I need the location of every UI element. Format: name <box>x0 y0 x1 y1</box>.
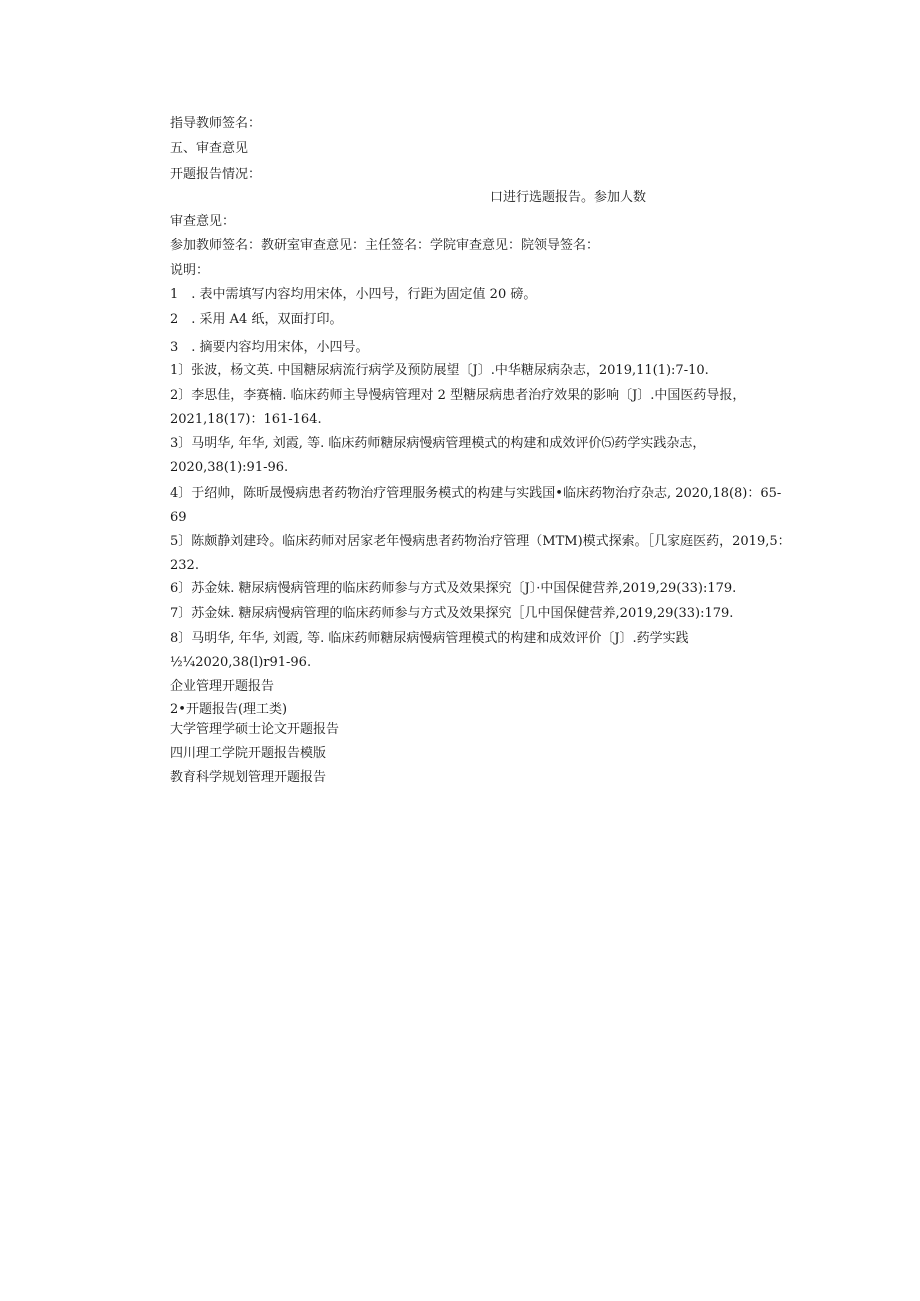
section-review-heading: 五、审查意见 <box>170 141 249 156</box>
related-link-5: 教育科学规划管理开题报告 <box>170 770 327 785</box>
related-link-4: 四川理工学院开题报告模版 <box>170 746 327 761</box>
note-item-1: 1 . 表中需填写内容均用宋体，小四号，行距为固定值 20 磅。 <box>170 287 537 302</box>
reference-6: 6〕苏金妹. 糖尿病慢病管理的临床药师参与方式及效果探究〔J〕·中国保健营养,2019,29(33):179. <box>170 581 737 596</box>
report-attendance-line: 口进行选题报告。参加人数 <box>490 190 647 205</box>
signatures-line: 参加教师签名：教研室审查意见：主任签名：学院审查意见：院领导签名： <box>170 238 600 253</box>
reference-5: 5〕陈颇静刘建玲。临床药师对居家老年慢病患者药物治疗管理（MTM)模式探索。［几家庭医药，2019,5：232. <box>170 534 791 573</box>
notes-heading: 说明： <box>170 263 210 278</box>
advisor-signature-label: 指导教师签名： <box>170 116 262 131</box>
reference-2: 2〕李思佳，李赛楠. 临床药师主导慢病管理对 2 型糖尿病患者治疗效果的影响〔J〕.中国医药导报，2021,18(17)：161-164. <box>170 388 746 427</box>
reference-4: 4〕于绍帅，陈昕晟慢病患者药物治疗管理服务模式的构建与实践国•临床药物治疗杂志, 2020,18(8)：65-69 <box>170 486 782 525</box>
note-item-2: 2 . 采用 A4 纸，双面打印。 <box>170 312 343 327</box>
related-link-2: 2•开题报告(理工类) <box>170 702 288 717</box>
note-item-3: 3 . 摘要内容均用宋体，小四号。 <box>170 340 369 355</box>
report-status-label: 开题报告情况： <box>170 167 262 182</box>
reference-8: 8〕马明华, 年华, 刘霞, 等. 临床药师糖尿病慢病管理模式的构建和成效评价〔J〕.药学实践½¼2020,38(l)r91-96. <box>170 631 689 670</box>
review-opinion-label: 审查意见： <box>170 214 236 229</box>
reference-1: 1〕张波，杨文英. 中国糖尿病流行病学及预防展望〔J〕.中华糖尿病杂志，2019,11(1):7-10. <box>170 363 709 378</box>
reference-7: 7〕苏金妹. 糖尿病慢病管理的临床药师参与方式及效果探究［几中国保健营养,2019,29(33):179. <box>170 606 734 621</box>
related-link-3: 大学管理学硕士论文开题报告 <box>170 722 340 737</box>
related-link-1: 企业管理开题报告 <box>170 679 275 694</box>
reference-3: 3〕马明华, 年华, 刘霞, 等. 临床药师糖尿病慢病管理模式的构建和成效评价⑸药学实践杂志，2020,38(1):91-96. <box>170 436 706 475</box>
